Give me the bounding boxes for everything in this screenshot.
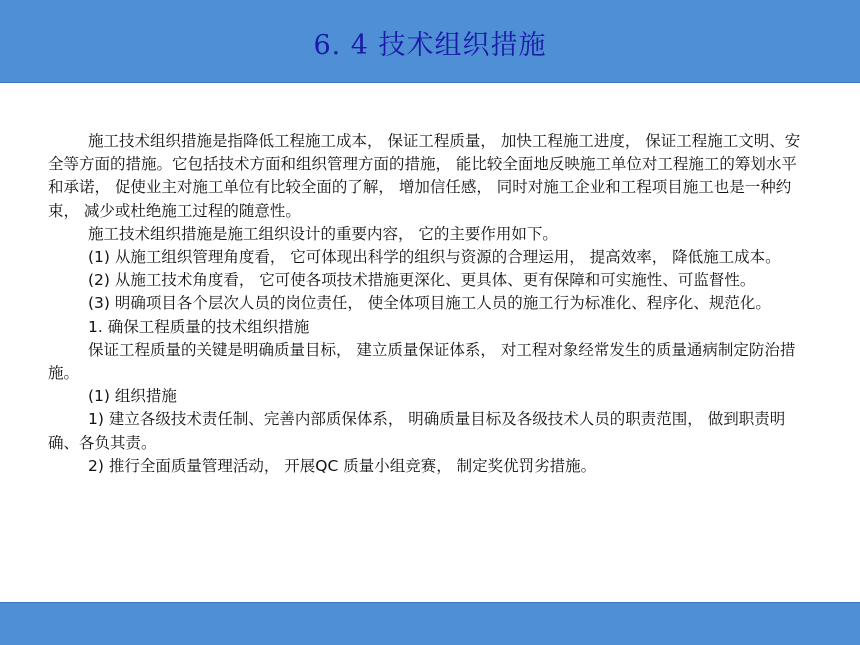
paragraph-item-2: (2) 从施工技术角度看， 它可使各项技术措施更深化、更具体、更有保障和可实施性、可监督性。 [88,271,756,290]
paragraph-measure-2: 2) 推行全面质量管理活动， 开展QC 质量小组竞赛， 制定奖优罚劣措施。 [88,456,597,475]
slide-title: 6. 4 技术组织措施 [313,30,547,61]
paragraph-item-1: (1) 从施工组织管理角度看， 它可体现出科学的组织与资源的合理运用， 提高效率， 降低施工成本。 [88,248,781,267]
paragraph-quality: 保证工程质量的关键是明确质量目标， 建立质量保证体系， 对工程对象经常发生的质量通病制定防治措施。 [48,340,796,383]
footer-bar [0,602,860,645]
subheading-org: (1) 组织措施 [88,387,177,406]
paragraph-intro: 施工技术组织措施是指降低工程施工成本， 保证工程质量， 加快工程施工进度， 保证工程施工文明、安全等方面的措施。它包括技术方面和组织管理方面的措施， 能比较全面地反映施工单位对工程施工的筹划水平和承诺， 促使业主对施工单位有比较全面的了解， 增加信任感， 同时对施工企业和工程项目施工也是一种约束， 减少或杜绝施工过程的随意性。 [48,132,801,220]
section-heading: 1. 确保工程质量的技术组织措施 [88,317,310,336]
slide-body [48,130,808,478]
paragraph-role: 施工技术组织措施是施工组织设计的重要内容， 它的主要作用如下。 [88,224,558,243]
paragraph-measure-1: 1) 建立各级技术责任制、完善内部质保体系， 明确质量目标及各级技术人员的职责范围， 做到职责明确、各负其责。 [48,410,786,452]
paragraph-item-3: (3) 明确项目各个层次人员的岗位责任， 使全体项目施工人员的施工行为标准化、程序化、规范化。 [88,294,771,313]
